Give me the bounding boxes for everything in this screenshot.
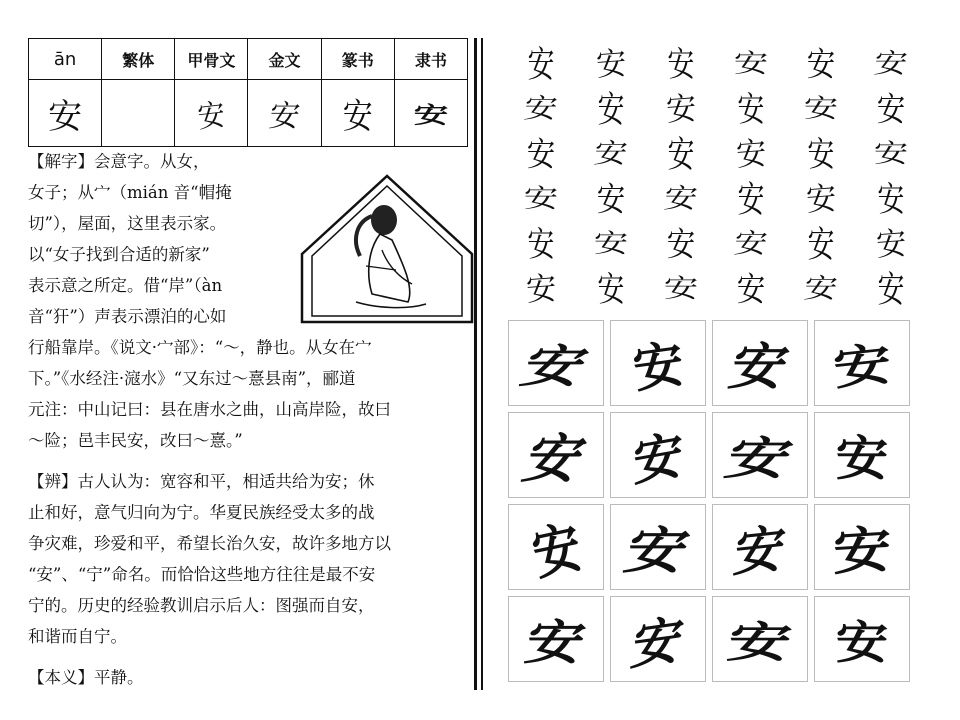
cursive-variant-glyph: 安: [814, 596, 910, 682]
cursive-variant-glyph: 安: [508, 412, 604, 498]
header-oracle-bone: 甲骨文: [175, 39, 248, 80]
bian-line: 【辨】古人认为：宽容和平，相适共给为安；休: [28, 472, 375, 491]
jiezi-line: 切”），屋面，这里表示家。: [28, 214, 227, 233]
bian-line: 和谐而自宁。: [28, 627, 127, 646]
character-variants-panel: [500, 38, 930, 698]
cursive-variant-glyph: 安: [712, 320, 808, 406]
seal-script-variants: [506, 38, 926, 311]
seal-variant-glyph: 安: [736, 89, 767, 130]
cursive-variant-glyph: 安: [814, 504, 910, 590]
glyph-oracle-bone: 安: [175, 80, 248, 147]
seal-variant-glyph: 安: [807, 223, 835, 266]
bian-line: 止和好，意气归向为宁。华夏民族经受太多的战: [28, 503, 375, 522]
cursive-variant-glyph: 安: [814, 412, 910, 498]
cursive-variant-glyph: 安: [508, 596, 604, 682]
seal-variant-glyph: 安: [806, 45, 836, 84]
seal-variant-glyph: 安: [663, 273, 699, 304]
dictionary-page: [28, 38, 468, 698]
header-clerical: 隶书: [394, 39, 467, 80]
seal-variant-glyph: 安: [877, 268, 905, 311]
cursive-variant-glyph: 安: [610, 412, 706, 498]
cursive-variant-glyph: 安: [610, 320, 706, 406]
seal-variant-glyph: 安: [667, 133, 695, 176]
column-divider: [474, 38, 477, 690]
seal-variant-glyph: 安: [525, 269, 558, 309]
glyph-bronze: 安: [248, 80, 321, 147]
seal-variant-glyph: 安: [666, 44, 697, 85]
seal-variant-glyph: 安: [876, 90, 906, 129]
seal-variant-glyph: 安: [595, 44, 628, 84]
seal-variant-glyph: 安: [732, 227, 770, 260]
seal-variant-glyph: 安: [665, 89, 698, 129]
seal-variant-glyph: 安: [662, 182, 700, 215]
cursive-variant-glyph: 安: [610, 596, 706, 682]
seal-variant-glyph: 安: [596, 269, 627, 310]
bian-line: “安”、“宁”命名。而恰恰这些地方往往是最不安: [28, 565, 376, 584]
glyph-traditional: [102, 80, 175, 147]
seal-variant-glyph: 安: [873, 138, 909, 169]
seal-variant-glyph: 安: [872, 47, 910, 80]
seal-variant-glyph: 安: [802, 272, 840, 305]
jiezi-line: 下。”《水经注·滱水》“又东过～憙县南”，郦道: [28, 369, 356, 388]
column-divider: [481, 38, 483, 690]
cursive-variant-glyph: 安: [814, 320, 910, 406]
cursive-variant-glyph: 安: [508, 504, 604, 590]
seal-variant-glyph: 安: [522, 92, 560, 125]
cursive-variant-glyph: 安: [508, 320, 604, 406]
bian-line: 宁的。历史的经验教训启示后人：图强而自安，: [28, 596, 375, 615]
cursive-variant-glyph: 安: [712, 596, 808, 682]
seal-variant-glyph: 安: [526, 224, 557, 265]
seal-variant-glyph: 安: [527, 43, 555, 86]
seal-variant-glyph: 安: [735, 134, 768, 174]
seal-variant-glyph: 安: [875, 224, 908, 264]
header-traditional: 繁体: [102, 39, 175, 80]
glyph-seal: 安: [321, 80, 394, 147]
jiezi-line: ～险；邑丰民安，改曰～憙。”: [28, 431, 243, 450]
seal-variant-glyph: 安: [596, 180, 626, 219]
jiezi-line: 行船靠岸。《说文·宀部》：“～，静也。从女在宀: [28, 338, 372, 357]
jiezi-line: 以“女子找到合适的新家”: [28, 245, 210, 264]
seal-variant-glyph: 安: [593, 228, 629, 259]
script-forms-table: [28, 38, 468, 147]
seal-variant-glyph: 安: [806, 134, 837, 175]
cursive-variant-glyph: 安: [610, 504, 706, 590]
seal-variant-glyph: 安: [803, 93, 839, 124]
seal-variant-glyph: 安: [805, 179, 838, 219]
pinyin-cell: ān: [29, 39, 102, 80]
jiezi-line: 元注：中山记曰：县在唐水之曲，山高岸险，故曰: [28, 400, 391, 419]
seal-variant-glyph: 安: [597, 88, 625, 131]
benyi-line: 【本义】平静。: [28, 668, 144, 687]
header-seal: 篆书: [321, 39, 394, 80]
cursive-variant-glyph: 安: [712, 504, 808, 590]
glyph-clerical: 安: [394, 80, 467, 147]
seal-variant-glyph: 安: [592, 137, 630, 170]
header-bronze: 金文: [248, 39, 321, 80]
seal-variant-glyph: 安: [876, 179, 907, 220]
glyph-standard: 安: [29, 80, 102, 147]
jiezi-line: 表示意之所定。借“岸”（àn: [28, 276, 223, 295]
jiezi-line: 女子；从宀（mián 音“帽掩: [28, 183, 232, 202]
seal-variant-glyph: 安: [737, 178, 765, 221]
seal-variant-glyph: 安: [666, 225, 696, 264]
jiezi-line: 音“犴”）声表示漂泊的心如: [28, 307, 227, 326]
jiezi-line: 【解字】会意字。从女，: [28, 152, 210, 171]
cursive-variants-grid: [508, 320, 912, 688]
bian-line: 争灾难，珍爱和平，希望长治久安，故许多地方以: [28, 534, 391, 553]
seal-variant-glyph: 安: [526, 135, 556, 174]
seal-variant-glyph: 安: [736, 270, 766, 309]
seal-variant-glyph: 安: [523, 183, 559, 214]
woman-in-house-illustration: [296, 170, 478, 328]
cursive-variant-glyph: 安: [712, 412, 808, 498]
seal-variant-glyph: 安: [733, 48, 769, 79]
